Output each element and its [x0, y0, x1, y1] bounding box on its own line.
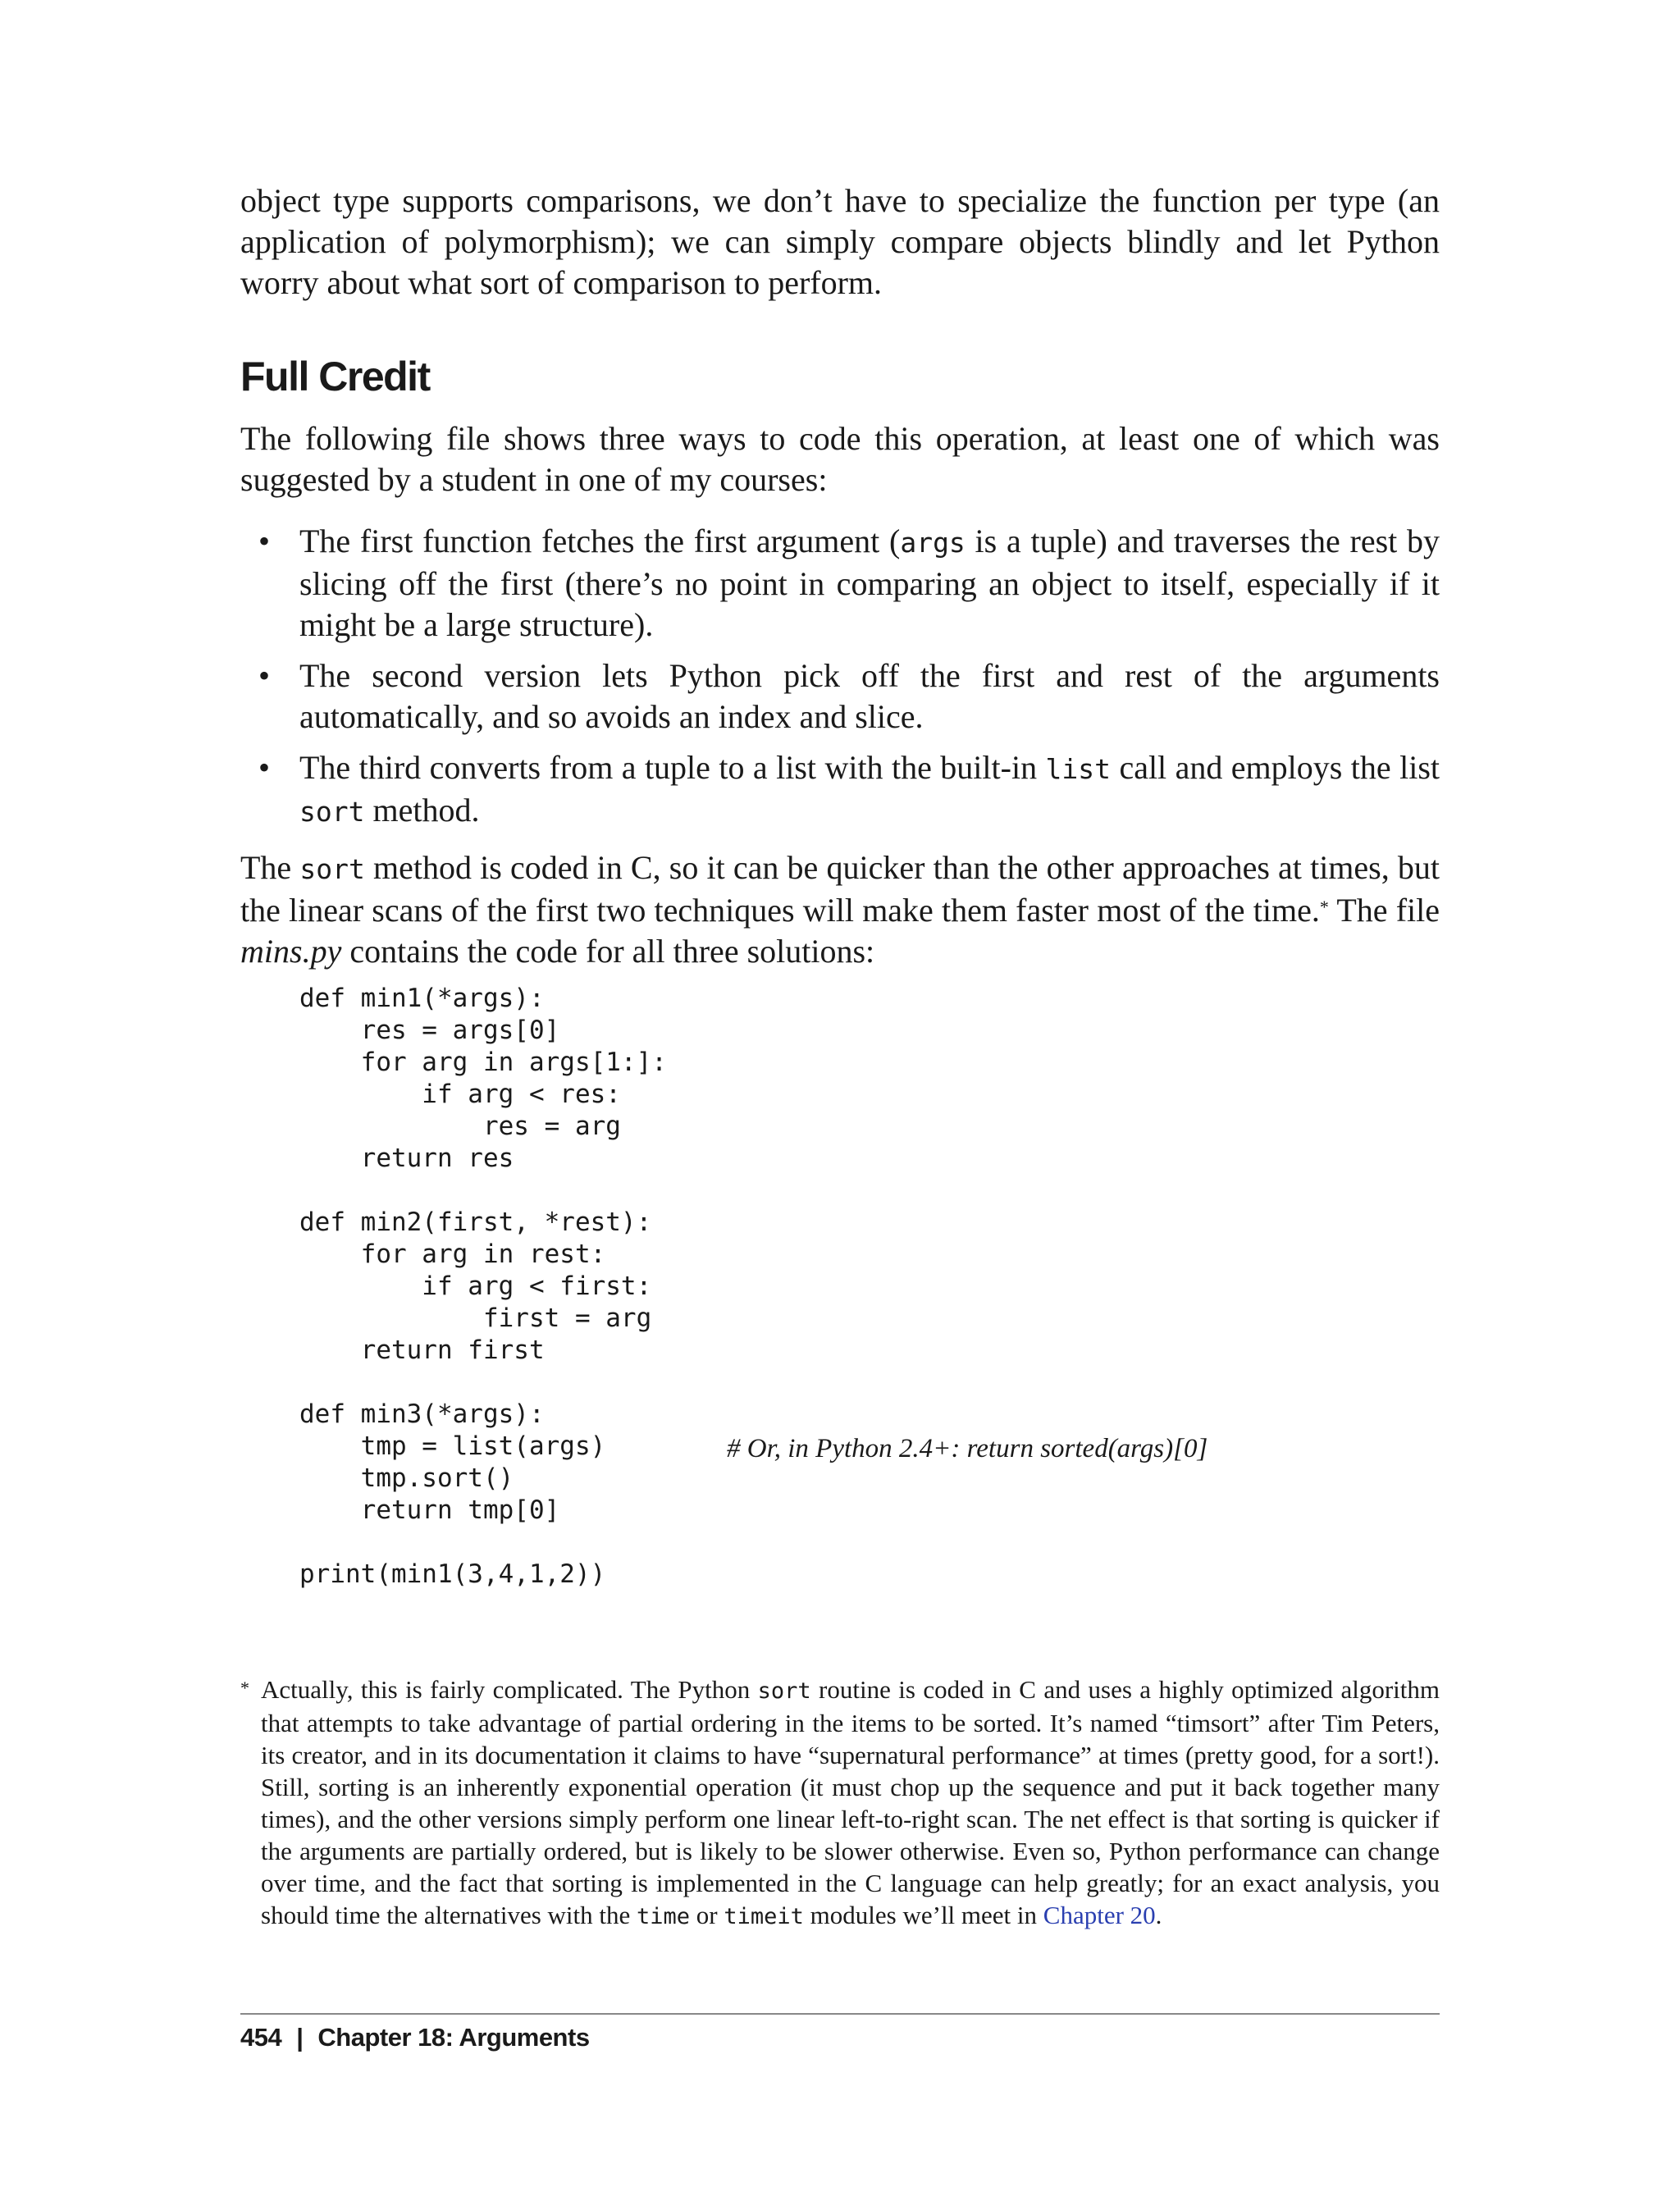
lead-paragraph: The following file shows three ways to code this operation, at least one of which was suggested by a student in one of my courses: — [240, 420, 1440, 498]
section-heading: Full Credit — [240, 354, 430, 399]
footnote — [240, 1673, 1440, 1933]
page-number: 454 — [240, 2023, 282, 2052]
bullet-marker: • — [258, 657, 271, 694]
footer-separator: | — [296, 2023, 304, 2052]
inline-code: list — [1045, 753, 1111, 785]
code-comment: # Or, in Python 2.4+: return sorted(args)[0] — [727, 1434, 1208, 1463]
chapter-title: Chapter 18: Arguments — [317, 2023, 590, 2052]
bullet-item-1: • The first function fetches the first argument (args is a tuple) and traverses the rest by slicing off the first (there’s no point in comparing an object to itself, especially if it might be a large structure). — [258, 523, 1440, 643]
intro-paragraph: object type supports comparisons, we don’t have to specialize the function per type (an application of polymorphism); we can simply compare objects blindly and let Python worry about what sort of comparison to perform. — [240, 182, 1440, 301]
footnote-text: Actually, this is fairly complicated. The Python sort routine is coded in C and uses a highly optimized algorithm that attempts to take advantage of partial ordering in the items to be sorted. It’s named “timsort” after Tim Peters, its creator, and in its documentation it claims to have “supernatural performance” at times (pretty good, for a sort!). Still, sorting is an inherently exponential operation (it must chop up the sequence and put it back together many times), and the other versions simply perform one linear left-to-right scan. The net effect is that sorting is quicker if the arguments are partially ordered, but is likely to be slower otherwise. Even so, Python performance can change over time, and the fact that sorting is implemented in the C language can help greatly; for an exact analysis, you should time the alternatives with the time or timeit modules we’ll meet in Chapter 20. — [261, 1675, 1440, 1929]
bullet-item-3: • The third converts from a tuple to a list with the built-in list call and employs the list sort method. — [258, 749, 1440, 829]
inline-code: args — [900, 527, 966, 559]
inline-code: sort — [757, 1678, 811, 1704]
code-listing: def min1(*args): res = args[0] for arg in args[1:]: if arg < res: res = arg return res def min2(first, *rest): for arg in rest: if arg < first: first = arg return first def min3(*args): tmp = list(args) tmp.sort() return tmp[0] print(min1(3,4,1,2)) — [299, 984, 667, 1589]
footnote-reference[interactable]: * — [1319, 897, 1329, 917]
bullet-marker: • — [258, 523, 271, 559]
footer-rule — [240, 2013, 1440, 2015]
inline-code: timeit — [724, 1904, 804, 1929]
sort-paragraph: The sort method is coded in C, so it can be quicker than the other approaches at times, but the linear scans of the first two techniques will make them faster most of the time.* The file mins.py contains the code for all three solutions: — [240, 849, 1440, 970]
filename: mins.py — [240, 933, 342, 970]
inline-code: sort — [299, 853, 365, 885]
inline-code: time — [637, 1904, 691, 1929]
bullet-item-2: • The second version lets Python pick off the first and rest of the arguments automatically, and so avoids an index and slice. — [258, 657, 1440, 735]
inline-code: sort — [299, 796, 365, 828]
page-footer — [240, 2023, 590, 2052]
bullet-list — [240, 521, 1440, 842]
chapter-link[interactable]: Chapter 20 — [1043, 1901, 1156, 1929]
footnote-marker: * — [240, 1678, 249, 1698]
bullet-marker: • — [258, 749, 271, 786]
